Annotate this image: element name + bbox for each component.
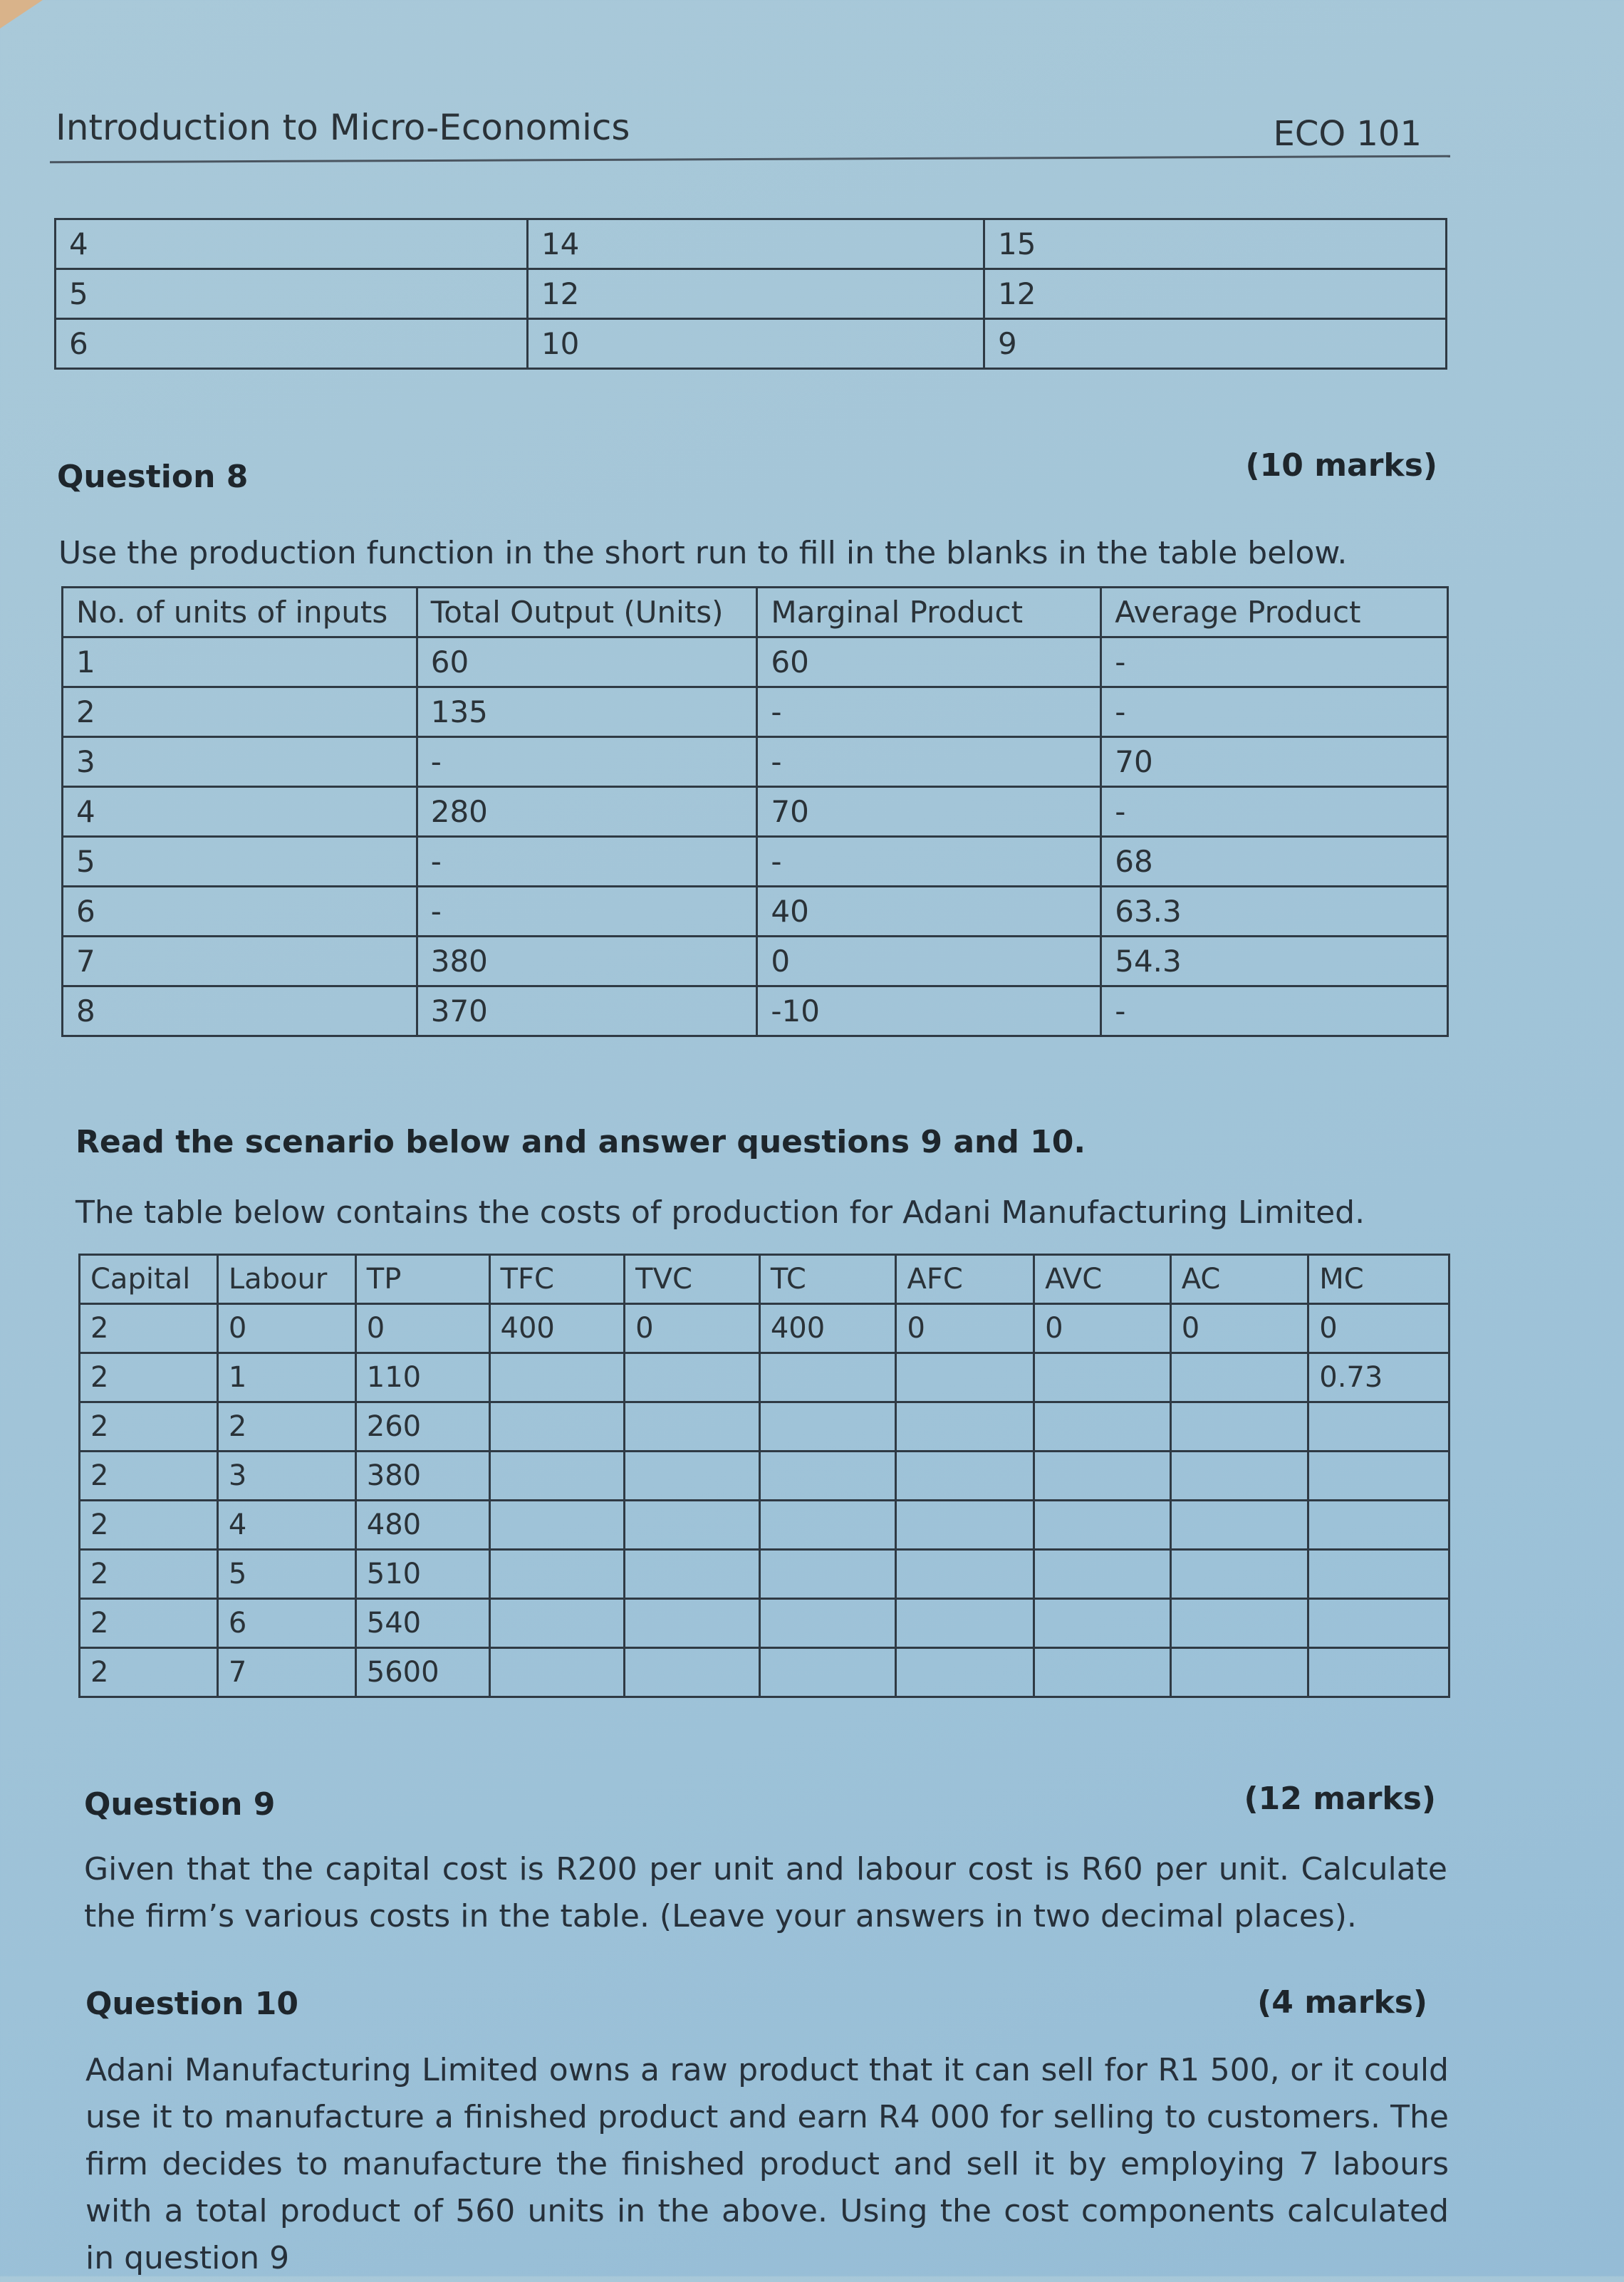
table-cell: 7 xyxy=(217,1648,355,1697)
table-row xyxy=(80,1501,1449,1550)
table-cell xyxy=(489,1353,625,1402)
column-header: MC xyxy=(1308,1255,1449,1304)
production-table xyxy=(61,586,1449,1037)
table-cell: 0 xyxy=(757,937,1101,986)
table-cell: 70 xyxy=(1101,737,1448,787)
header-course-code: ECO 101 xyxy=(1273,114,1422,154)
table-cell xyxy=(489,1452,625,1501)
table-cell xyxy=(896,1648,1034,1697)
table-cell xyxy=(489,1402,625,1452)
table-cell: 5600 xyxy=(355,1648,489,1697)
table-cell xyxy=(1170,1648,1308,1697)
table-cell: - xyxy=(1101,637,1448,687)
column-header: AC xyxy=(1170,1255,1308,1304)
table-cell xyxy=(625,1501,760,1550)
question-10-text: Adani Manufacturing Limited owns a raw product that it can sell for R1 500, or it could use it to manufacture a finished product and earn R4 000 for selling to customers. The firm decides to manufacture the finished product and sell it by employing 7 labours with a total product of 560 units in the above. Using the cost components calculated in question 9 xyxy=(85,2052,1449,2276)
table-cell xyxy=(489,1550,625,1599)
column-header: AFC xyxy=(896,1255,1034,1304)
scenario-lead: Read the scenario below and answer questions 9 and 10. xyxy=(76,1124,1086,1160)
table-cell xyxy=(1308,1402,1449,1452)
column-header: TVC xyxy=(625,1255,760,1304)
table-cell xyxy=(1034,1501,1171,1550)
table-cell xyxy=(625,1452,760,1501)
table-cell xyxy=(625,1648,760,1697)
table-row xyxy=(63,787,1448,837)
table-cell xyxy=(625,1550,760,1599)
table-cell: 260 xyxy=(355,1402,489,1452)
question-9-title: Question 9 xyxy=(84,1786,276,1823)
table-cell: 2 xyxy=(80,1550,218,1599)
table-cell: 3 xyxy=(217,1452,355,1501)
table-cell: 6 xyxy=(217,1599,355,1648)
table-cell xyxy=(1308,1501,1449,1550)
table-cell: 0 xyxy=(1170,1304,1308,1353)
table-cell: 280 xyxy=(417,787,757,837)
table-row xyxy=(80,1550,1449,1599)
table-cell xyxy=(625,1353,760,1402)
column-header: TP xyxy=(355,1255,489,1304)
table-cell: 2 xyxy=(80,1648,218,1697)
table-cell: 7 xyxy=(63,937,417,986)
table-cell: - xyxy=(757,687,1101,737)
table-cell xyxy=(896,1452,1034,1501)
table-cell: 135 xyxy=(417,687,757,737)
table-cell xyxy=(759,1648,896,1697)
table-cell: 5 xyxy=(56,269,528,319)
table-cell: 2 xyxy=(80,1599,218,1648)
table-cell: 60 xyxy=(417,637,757,687)
table-cell: 14 xyxy=(527,219,984,269)
table-cell xyxy=(896,1353,1034,1402)
table-cell: - xyxy=(757,737,1101,787)
table-cell: 54.3 xyxy=(1101,937,1448,986)
question-8-instruction: Use the production function in the short run to fill in the blanks in the table below. xyxy=(58,535,1348,571)
table-cell: 15 xyxy=(984,219,1446,269)
table-cell: 2 xyxy=(80,1501,218,1550)
table-cell: 480 xyxy=(355,1501,489,1550)
table-cell: 0 xyxy=(217,1304,355,1353)
table-header-row xyxy=(80,1255,1449,1304)
table-cell: 2 xyxy=(80,1402,218,1452)
previous-table xyxy=(54,218,1447,370)
column-header: Marginal Product xyxy=(757,588,1101,637)
table-cell: 0 xyxy=(625,1304,760,1353)
table-row xyxy=(56,269,1447,319)
table-cell xyxy=(1034,1353,1171,1402)
table-cell: 60 xyxy=(757,637,1101,687)
table-cell: 4 xyxy=(63,787,417,837)
table-cell: 5 xyxy=(217,1550,355,1599)
column-header: Total Output (Units) xyxy=(417,588,757,637)
table-cell xyxy=(489,1501,625,1550)
table-cell xyxy=(1170,1353,1308,1402)
column-header: AVC xyxy=(1034,1255,1171,1304)
table-cell xyxy=(896,1599,1034,1648)
table-cell: 4 xyxy=(217,1501,355,1550)
question-9-text: Given that the capital cost is R200 per unit and labour cost is R60 per unit. Calculate the firm’s various costs in the table. (Leave your answers in two decimal places). xyxy=(84,1851,1447,1934)
table-cell: 8 xyxy=(63,986,417,1036)
table-row xyxy=(63,687,1448,737)
column-header: No. of units of inputs xyxy=(63,588,417,637)
table-cell: - xyxy=(417,837,757,887)
table-row xyxy=(80,1353,1449,1402)
table-cell xyxy=(1308,1648,1449,1697)
table-cell: - xyxy=(417,737,757,787)
table-row xyxy=(56,219,1447,269)
table-cell: - xyxy=(417,887,757,937)
table-cell: 2 xyxy=(63,687,417,737)
table-row xyxy=(63,937,1448,986)
table-row xyxy=(80,1402,1449,1452)
table-cell xyxy=(1308,1550,1449,1599)
table-row xyxy=(80,1648,1449,1697)
table-cell: 2 xyxy=(80,1353,218,1402)
table-cell: 3 xyxy=(63,737,417,787)
table-cell xyxy=(759,1353,896,1402)
table-row xyxy=(80,1304,1449,1353)
header-rule xyxy=(50,155,1450,164)
table-cell xyxy=(759,1550,896,1599)
column-header: Capital xyxy=(80,1255,218,1304)
table-cell: 6 xyxy=(56,319,528,369)
table-cell: 12 xyxy=(527,269,984,319)
table-cell xyxy=(1308,1452,1449,1501)
table-cell xyxy=(489,1648,625,1697)
table-cell: 70 xyxy=(757,787,1101,837)
table-cell xyxy=(759,1402,896,1452)
table-cell: -10 xyxy=(757,986,1101,1036)
table-cell xyxy=(625,1599,760,1648)
table-cell xyxy=(1170,1501,1308,1550)
table-cell: 2 xyxy=(80,1452,218,1501)
table-cell xyxy=(759,1452,896,1501)
column-header: Average Product xyxy=(1101,588,1448,637)
question-9-marks: (12 marks) xyxy=(1244,1781,1436,1817)
table-cell xyxy=(1170,1452,1308,1501)
cost-table xyxy=(78,1254,1450,1698)
table-cell xyxy=(1034,1550,1171,1599)
table-cell: 1 xyxy=(217,1353,355,1402)
table-cell xyxy=(896,1550,1034,1599)
table-cell: 4 xyxy=(56,219,528,269)
table-cell xyxy=(1034,1452,1171,1501)
table-cell: 10 xyxy=(527,319,984,369)
column-header: TC xyxy=(759,1255,896,1304)
column-header: TFC xyxy=(489,1255,625,1304)
question-8-marks: (10 marks) xyxy=(1245,447,1437,484)
table-cell: 0 xyxy=(355,1304,489,1353)
table-cell xyxy=(896,1501,1034,1550)
table-cell: 380 xyxy=(417,937,757,986)
table-cell xyxy=(625,1402,760,1452)
table-row xyxy=(63,637,1448,687)
table-cell xyxy=(1034,1402,1171,1452)
table-cell: 9 xyxy=(984,319,1446,369)
table-row xyxy=(63,887,1448,937)
table-cell: 110 xyxy=(355,1353,489,1402)
table-cell: 12 xyxy=(984,269,1446,319)
scenario-intro: The table below contains the costs of production for Adani Manufacturing Limited. xyxy=(76,1194,1365,1231)
table-cell xyxy=(759,1599,896,1648)
table-row xyxy=(63,837,1448,887)
table-cell: 370 xyxy=(417,986,757,1036)
table-cell xyxy=(1170,1599,1308,1648)
table-cell: 380 xyxy=(355,1452,489,1501)
table-cell xyxy=(1034,1648,1171,1697)
table-cell: 510 xyxy=(355,1550,489,1599)
question-8-title: Question 8 xyxy=(57,459,249,495)
table-cell: 0 xyxy=(1308,1304,1449,1353)
table-cell xyxy=(896,1402,1034,1452)
table-cell: 40 xyxy=(757,887,1101,937)
table-header-row xyxy=(63,588,1448,637)
table-cell xyxy=(489,1599,625,1648)
table-row xyxy=(80,1452,1449,1501)
table-cell: 400 xyxy=(489,1304,625,1353)
table-cell xyxy=(1170,1550,1308,1599)
table-cell: 1 xyxy=(63,637,417,687)
table-cell xyxy=(1034,1599,1171,1648)
table-cell: - xyxy=(1101,687,1448,737)
table-cell: - xyxy=(757,837,1101,887)
page-corner xyxy=(0,0,43,28)
table-cell xyxy=(1308,1599,1449,1648)
table-row xyxy=(63,737,1448,787)
table-cell: 0.73 xyxy=(1308,1353,1449,1402)
table-cell: 2 xyxy=(217,1402,355,1452)
table-cell: 68 xyxy=(1101,837,1448,887)
table-row xyxy=(80,1599,1449,1648)
table-cell: 2 xyxy=(80,1304,218,1353)
table-cell: - xyxy=(1101,787,1448,837)
table-cell: 0 xyxy=(896,1304,1034,1353)
column-header: Labour xyxy=(217,1255,355,1304)
table-cell: 5 xyxy=(63,837,417,887)
table-cell: 63.3 xyxy=(1101,887,1448,937)
table-row xyxy=(63,986,1448,1036)
table-row xyxy=(56,319,1447,369)
table-cell: 400 xyxy=(759,1304,896,1353)
table-cell: - xyxy=(1101,986,1448,1036)
question-10-title: Question 10 xyxy=(85,1986,298,2022)
table-cell xyxy=(759,1501,896,1550)
question-10-marks: (4 marks) xyxy=(1257,1984,1427,2021)
table-cell: 0 xyxy=(1034,1304,1171,1353)
header-title: Introduction to Micro-Economics xyxy=(56,107,630,148)
table-cell xyxy=(1170,1402,1308,1452)
table-cell: 6 xyxy=(63,887,417,937)
table-cell: 540 xyxy=(355,1599,489,1648)
